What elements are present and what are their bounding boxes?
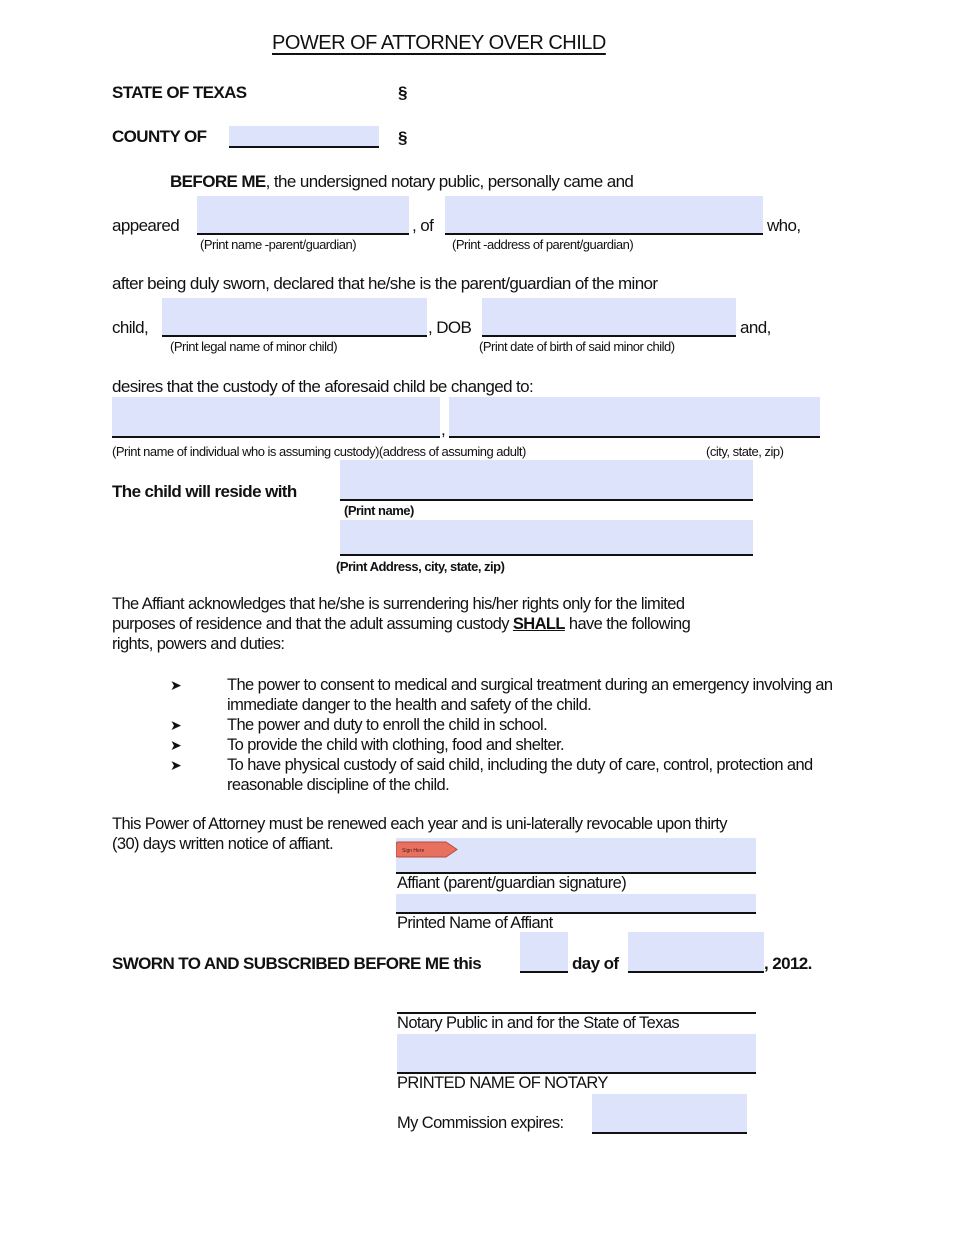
hint-child-name: (Print legal name of minor child) [170,339,338,354]
arrow-bullet-icon: ➤ [170,737,182,753]
parent-name-field[interactable] [197,196,409,235]
rights-item [170,675,850,715]
shall-emphasis: SHALL [512,615,565,633]
who-label: who, [767,216,801,235]
arrow-bullet-icon: ➤ [170,677,182,693]
affiant-paragraph [112,594,690,654]
printed-notary-label: PRINTED NAME OF NOTARY [397,1074,608,1092]
hint-parent-name: (Print name -parent/guardian) [200,237,357,252]
affiant-para-line-3: rights, powers and duties: [112,635,285,653]
sign-here-text: Sign Here [402,848,425,854]
sign-here-tag-icon[interactable] [396,841,458,858]
custodian-address-field[interactable] [449,397,820,438]
affiant-printed-name-field[interactable] [396,894,756,914]
affiant-para-line-1: The Affiant acknowledges that he/she is surrendering his/her rights only for the limited [112,595,685,613]
day-of-label: day of [572,954,619,973]
rights-item [170,735,850,755]
sworn-label: SWORN TO AND SUBSCRIBED BEFORE ME this [112,954,482,973]
affiant-signature-label: Affiant (parent/guardian signature) [397,874,627,892]
of-label: , of [412,216,434,235]
month-field[interactable] [628,932,764,973]
rights-item [170,715,850,735]
affiant-para-2a: purposes of residence and that the adult assuming custody [112,615,513,633]
reside-label: The child will reside with [112,482,297,501]
affiant-para-line-2 [112,614,690,634]
year-label: , 2012. [764,954,812,973]
hint-print-name: (Print name) [344,503,414,518]
reside-name-field[interactable] [340,460,753,501]
renewal-line-2: (30) days written notice of affiant. [112,835,334,853]
section-symbol: § [398,128,407,147]
child-label: child, [112,318,149,337]
custody-sentence: desires that the custody of the aforesaid child be changed to: [112,377,534,396]
notary-printed-name-field[interactable] [397,1034,756,1074]
hint-print-address: (Print Address, city, state, zip) [336,559,505,574]
child-dob-field[interactable] [482,298,736,337]
comma: , [441,420,446,439]
hint-parent-address: (Print -address of parent/guardian) [452,237,634,252]
affiant-printed-label: Printed Name of Affiant [397,914,553,932]
county-field[interactable] [229,126,379,148]
county-label: COUNTY OF [112,127,207,146]
dob-label: , DOB [428,318,472,337]
sworn-sentence: after being duly sworn, declared that he/she is the parent/guardian of the minor [112,274,658,293]
before-me-sentence [170,172,633,192]
notary-label: Notary Public in and for the State of Texas [397,1014,680,1032]
commission-label: My Commission expires: [397,1114,564,1132]
hint-custody: (Print name of individual who is assuming custody)(address of assuming adult) [112,444,526,459]
rights-item-text: The power and duty to enroll the child in school. [227,716,548,734]
state-label: STATE OF TEXAS [112,83,247,102]
section-symbol: § [398,83,407,102]
affiant-para-2b: have the following [564,615,691,633]
parent-address-field[interactable] [445,196,763,235]
arrow-bullet-icon: ➤ [170,717,182,733]
rights-list [170,675,850,795]
rights-item [170,755,850,795]
arrow-bullet-icon: ➤ [170,757,182,773]
child-name-field[interactable] [162,298,427,337]
rights-item-text: The power to consent to medical and surgical treatment during an emergency involving an immediate danger to the health and safety of the child. [227,676,833,714]
commission-expires-field[interactable] [592,1094,747,1134]
reside-address-field[interactable] [340,520,753,556]
document-title: POWER OF ATTORNEY OVER CHILD [272,32,606,54]
and-label: and, [740,318,771,337]
rights-item-text: To have physical custody of said child, including the duty of care, control, protection and reasonable discipline of the child. [227,756,813,794]
rights-item-text: To provide the child with clothing, food and shelter. [227,736,564,754]
hint-child-dob: (Print date of birth of said minor child) [479,339,675,354]
appeared-label: appeared [112,216,180,235]
before-me-rest: , the undersigned notary public, personally came and [265,172,634,191]
before-me-bold: BEFORE ME [170,172,266,191]
hint-city: (city, state, zip) [706,444,784,459]
day-field[interactable] [520,932,568,973]
custodian-name-field[interactable] [112,397,440,438]
renewal-line-1: This Power of Attorney must be renewed each year and is uni-laterally revocable upon thirty [112,815,727,833]
